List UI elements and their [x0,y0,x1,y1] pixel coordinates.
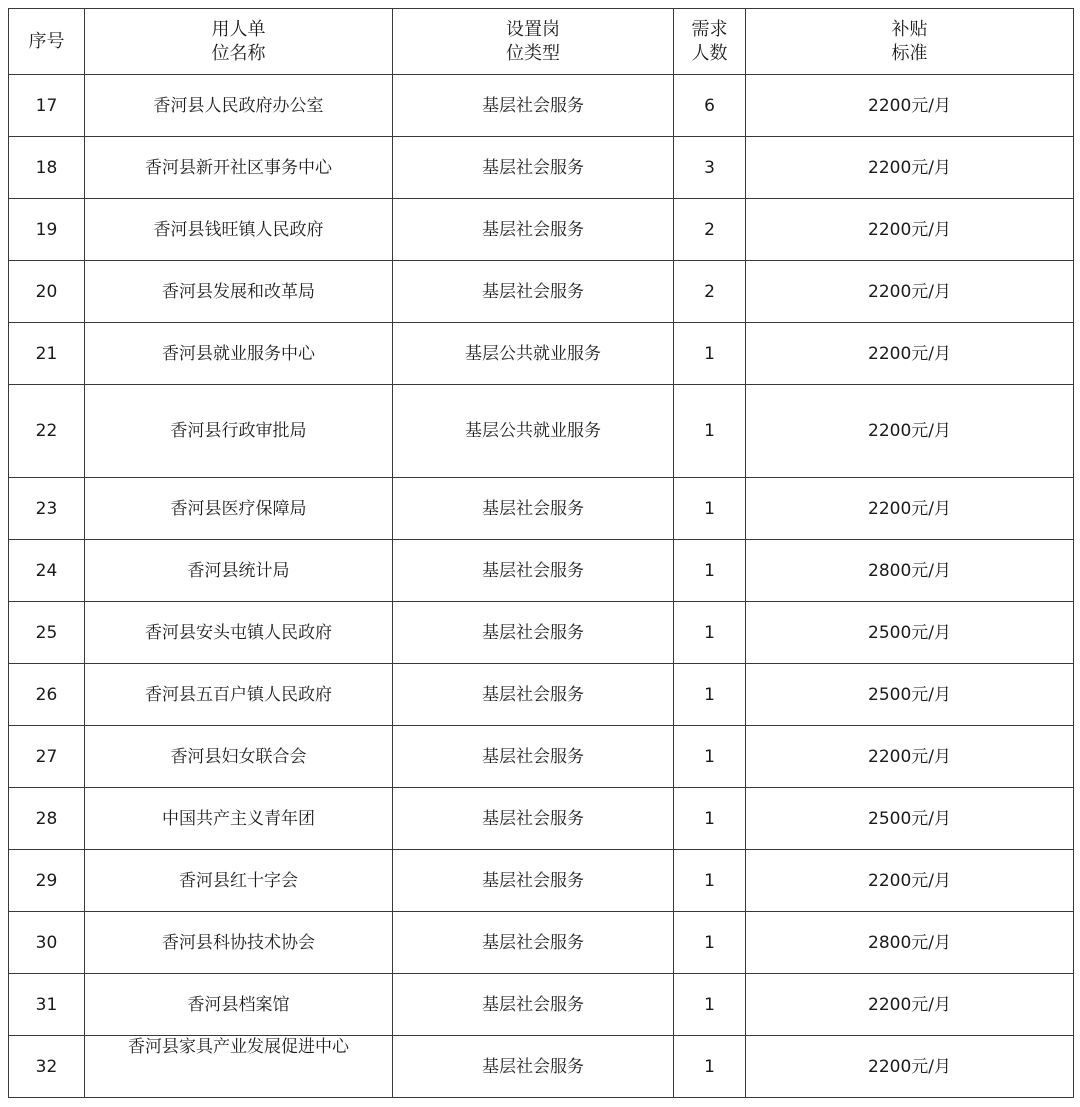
cell-unit: 中国共产主义青年团 [85,788,393,850]
cell-type: 基层社会服务 [393,788,674,850]
header-no [9,9,85,75]
cell-subsidy: 2200元/月 [746,385,1074,478]
header-subsidy-standard [746,9,1074,75]
header-required-count [674,9,746,75]
table-row [9,850,1074,912]
cell-type: 基层社会服务 [393,912,674,974]
cell-type: 基层社会服务 [393,664,674,726]
cell-no: 26 [9,664,85,726]
cell-no: 31 [9,974,85,1036]
cell-count: 1 [674,385,746,478]
cell-subsidy: 2200元/月 [746,974,1074,1036]
cell-subsidy: 2500元/月 [746,788,1074,850]
cell-subsidy: 2800元/月 [746,540,1074,602]
header-no-line-1: 序号 [28,30,65,52]
cell-type: 基层社会服务 [393,75,674,137]
cell-type: 基层社会服务 [393,261,674,323]
cell-unit: 香河县医疗保障局 [85,478,393,540]
table-row [9,75,1074,137]
cell-unit: 香河县人民政府办公室 [85,75,393,137]
cell-unit: 香河县五百户镇人民政府 [85,664,393,726]
cell-count: 3 [674,137,746,199]
cell-no: 25 [9,602,85,664]
table-row [9,478,1074,540]
cell-unit: 香河县家具产业发展促进中心 [85,1036,393,1098]
cell-no: 17 [9,75,85,137]
header-row [9,9,1074,75]
cell-unit: 香河县统计局 [85,540,393,602]
cell-count: 2 [674,199,746,261]
header-subsidy-line-2: 标准 [891,42,928,64]
header-subsidy-line-1: 补贴 [891,18,928,40]
positions-table [8,8,1074,1098]
table-row [9,912,1074,974]
cell-subsidy: 2500元/月 [746,602,1074,664]
cell-subsidy: 2800元/月 [746,912,1074,974]
header-unit-name [85,9,393,75]
cell-count: 1 [674,323,746,385]
table-row [9,385,1074,478]
cell-type: 基层社会服务 [393,199,674,261]
cell-unit: 香河县妇女联合会 [85,726,393,788]
table-row [9,137,1074,199]
header-type-line-1: 设置岗 [506,18,560,40]
table-row [9,323,1074,385]
cell-count: 2 [674,261,746,323]
cell-no: 23 [9,478,85,540]
cell-count: 1 [674,726,746,788]
table-row [9,974,1074,1036]
cell-unit: 香河县行政审批局 [85,385,393,478]
header-count-line-1: 需求 [691,18,728,40]
cell-subsidy: 2500元/月 [746,664,1074,726]
cell-no: 27 [9,726,85,788]
cell-unit: 香河县科协技术协会 [85,912,393,974]
cell-type: 基层社会服务 [393,602,674,664]
cell-unit: 香河县新开社区事务中心 [85,137,393,199]
table-body [9,75,1074,1098]
cell-type: 基层社会服务 [393,478,674,540]
cell-count: 1 [674,602,746,664]
table-row [9,726,1074,788]
cell-type: 基层社会服务 [393,974,674,1036]
positions-table-container [8,8,1073,1098]
cell-type: 基层公共就业服务 [393,323,674,385]
cell-unit: 香河县安头屯镇人民政府 [85,602,393,664]
cell-no: 20 [9,261,85,323]
table-header [9,9,1074,75]
cell-no: 21 [9,323,85,385]
cell-count: 1 [674,540,746,602]
cell-count: 1 [674,478,746,540]
cell-subsidy: 2200元/月 [746,726,1074,788]
header-type-line-2: 位类型 [506,42,560,64]
cell-type: 基层社会服务 [393,540,674,602]
cell-no: 29 [9,850,85,912]
cell-count: 1 [674,664,746,726]
cell-subsidy: 2200元/月 [746,261,1074,323]
header-count-line-2: 人数 [691,42,728,64]
table-row [9,602,1074,664]
table-row [9,540,1074,602]
cell-subsidy: 2200元/月 [746,199,1074,261]
cell-subsidy: 2200元/月 [746,75,1074,137]
table-row [9,261,1074,323]
cell-subsidy: 2200元/月 [746,478,1074,540]
cell-type: 基层公共就业服务 [393,385,674,478]
cell-unit: 香河县钱旺镇人民政府 [85,199,393,261]
cell-count: 1 [674,912,746,974]
cell-count: 1 [674,974,746,1036]
header-position-type [393,9,674,75]
cell-no: 22 [9,385,85,478]
cell-no: 19 [9,199,85,261]
cell-unit: 香河县发展和改革局 [85,261,393,323]
cell-unit: 香河县档案馆 [85,974,393,1036]
cell-no: 18 [9,137,85,199]
table-row [9,788,1074,850]
cell-type: 基层社会服务 [393,850,674,912]
cell-no: 24 [9,540,85,602]
cell-count: 1 [674,788,746,850]
cell-type: 基层社会服务 [393,726,674,788]
cell-count: 6 [674,75,746,137]
header-unit-line-2: 位名称 [211,42,266,64]
cell-unit: 香河县就业服务中心 [85,323,393,385]
header-unit-line-1: 用人单 [211,18,266,40]
cell-type: 基层社会服务 [393,1036,674,1098]
cell-no: 30 [9,912,85,974]
cell-subsidy: 2200元/月 [746,850,1074,912]
cell-subsidy: 2200元/月 [746,137,1074,199]
cell-no: 32 [9,1036,85,1098]
table-row [9,664,1074,726]
cell-count: 1 [674,850,746,912]
table-row [9,199,1074,261]
cell-subsidy: 2200元/月 [746,1036,1074,1098]
cell-count: 1 [674,1036,746,1098]
cell-subsidy: 2200元/月 [746,323,1074,385]
cell-type: 基层社会服务 [393,137,674,199]
table-row [9,1036,1074,1098]
cell-no: 28 [9,788,85,850]
cell-unit: 香河县红十字会 [85,850,393,912]
